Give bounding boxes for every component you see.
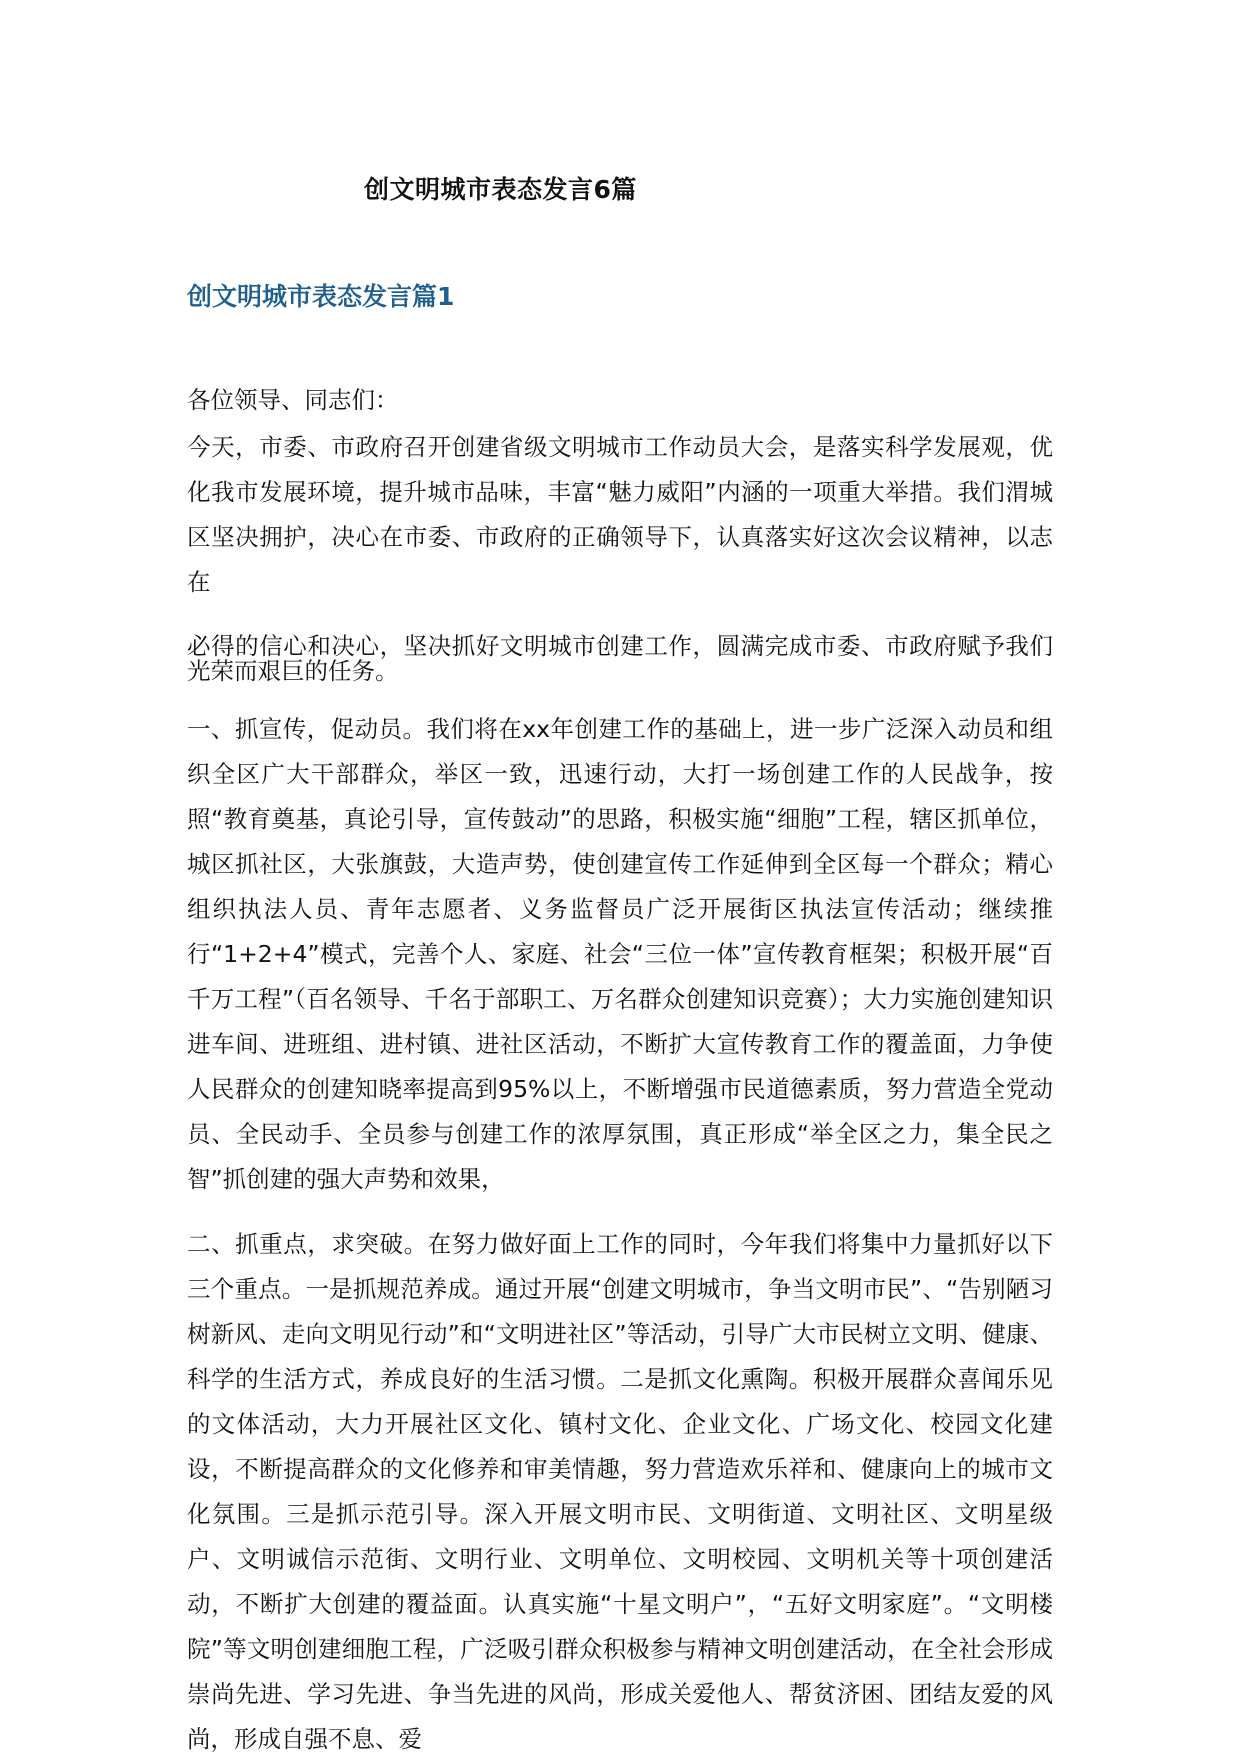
greeting-paragraph: 各位领导、同志们： bbox=[187, 386, 399, 414]
resolve-paragraph: 必得的信心和决心，坚决抓好文明城市创建工作，圆满完成市委、市政府赋予我们光荣而艰巨的任务。 bbox=[187, 632, 1053, 685]
document-title: 创文明城市表态发言6篇 bbox=[364, 175, 637, 204]
point-two-paragraph: 二、抓重点，求突破。在努力做好面上工作的同时，今年我们将集中力量抓好以下三个重点。一是抓规范养成。通过开展“创建文明城市，争当文明市民”、“告别陋习树新风、走向文明见行动”和“文明进社区”等活动，引导广大市民树立文明、健康、科学的生活方式，养成良好的生活习惯。二是抓文化熏陶。积极开展群众喜闻乐见的文体活动，大力开展社区文化、镇村文化、企业文化、广场文化、校园文化建设，不断提高群众的文化修养和审美情趣，努力营造欢乐祥和、健康向上的城市文化氛围。三是抓示范引导。深入开展文明市民、文明街道、文明社区、文明星级户、文明诚信示范街、文明行业、文明单位、文明校园、文明机关等十项创建活动，不断扩大创建的覆益面。认真实施“十星文明户”，“五好文明家庭”。“文明楼院”等文明创建细胞工程，广泛吸引群众积极参与精神文明创建活动，在全社会形成崇尚先进、学习先进、争当先进的风尚，形成关爱他人、帮贫济困、团结友爱的风尚，形成自强不息、爱 bbox=[187, 1230, 1053, 1753]
intro-paragraph: 今天，市委、市政府召开创建省级文明城市工作动员大会，是落实科学发展观，优化我市发展环境，提升城市品味，丰富“魅力威阳”内涵的一项重大举措。我们渭城区坚决拥护，决心在市委、市政府的正确领导下，认真落实好这次会议精神，以志在 bbox=[187, 433, 1053, 596]
point-one-paragraph: 一、抓宣传，促动员。我们将在xx年创建工作的基础上，进一步广泛深入动员和组织全区广大干部群众，举区一致，迅速行动，大打一场创建工作的人民战争，按照“教育奠基，真论引导，宣传鼓动”的思路，积极实施“细胞”工程，辖区抓单位，城区抓社区，大张旗鼓，大造声势，使创建宣传工作延伸到全区每一个群众；精心组织执法人员、青年志愿者、义务监督员广泛开展街区执法宣传活动；继续推行“1+2+4”模式，完善个人、家庭、社会“三位一体”宣传教育框架；积极开展“百千万工程”（百名领导、千名于部职工、万名群众创建知识竞赛）；大力实施创建知识进车间、进班组、进村镇、进社区活动，不断扩大宣传教育工作的覆盖面，力争使人民群众的创建知晓率提高到95%以上，不断增强市民道德素质，努力营造全党动员、全民动手、全员参与创建工作的浓厚氛围，真正形成“举全区之力，集全民之智”抓创建的强大声势和效果， bbox=[187, 715, 1053, 1193]
section-heading: 创文明城市表态发言篇1 bbox=[187, 282, 455, 311]
